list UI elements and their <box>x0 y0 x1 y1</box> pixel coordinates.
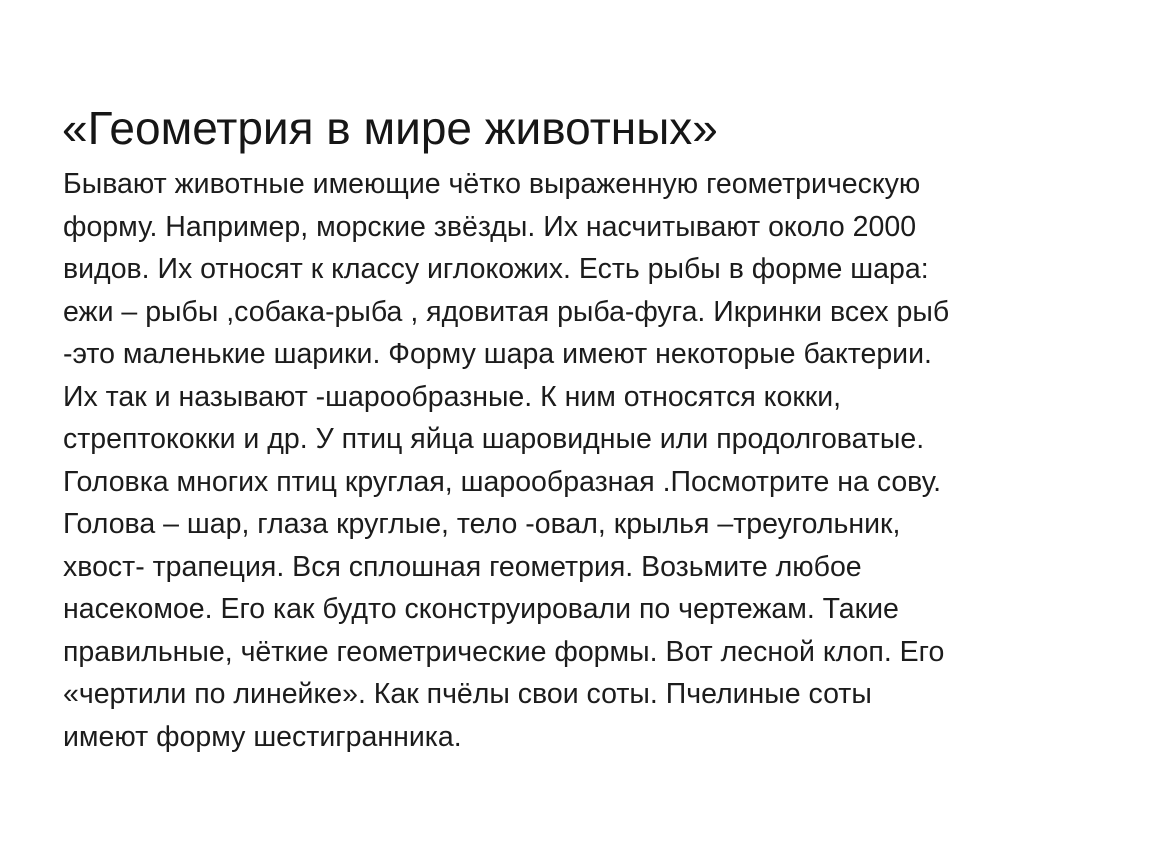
body-line: имеют форму шестигранника. <box>63 720 462 753</box>
body-line: насекомое. Его как будто сконструировали по чертежам. Такие <box>63 593 899 625</box>
body-line: ежи – рыбы ,собака-рыба , ядовитая рыба-фуга. Икринки всех рыб <box>63 295 950 328</box>
slide-title: «Геометрия в мире животных» <box>62 102 718 154</box>
body-line: Головка многих птиц круглая, шарообразная .Посмотрите на сову. <box>63 465 942 498</box>
body-line: форму. Например, морские звёзды. Их насчитывают около 2000 <box>63 210 917 243</box>
body-line: Бывают животные имеющие чётко выраженную геометрическую <box>63 168 921 200</box>
slide-body-text <box>63 163 1123 758</box>
body-line: хвост- трапеция. Вся сплошная геометрия. Возьмите любое <box>63 550 862 583</box>
body-line: «чертили по линейке». Как пчёлы свои соты. Пчелиные соты <box>63 678 872 710</box>
body-line: -это маленькие шарики. Форму шара имеют некоторые бактерии. <box>63 338 932 370</box>
body-line: видов. Их относят к классу иглокожих. Есть рыбы в форме шара: <box>63 253 929 285</box>
body-line: правильные, чёткие геометрические формы. Вот лесной клоп. Его <box>63 635 945 668</box>
body-line: Голова – шар, глаза круглые, тело -овал, крылья –треугольник, <box>63 508 901 540</box>
body-line: Их так и называют -шарообразные. К ним относятся кокки, <box>63 380 842 413</box>
body-line: стрептококки и др. У птиц яйца шаровидные или продолговатые. <box>63 423 925 455</box>
